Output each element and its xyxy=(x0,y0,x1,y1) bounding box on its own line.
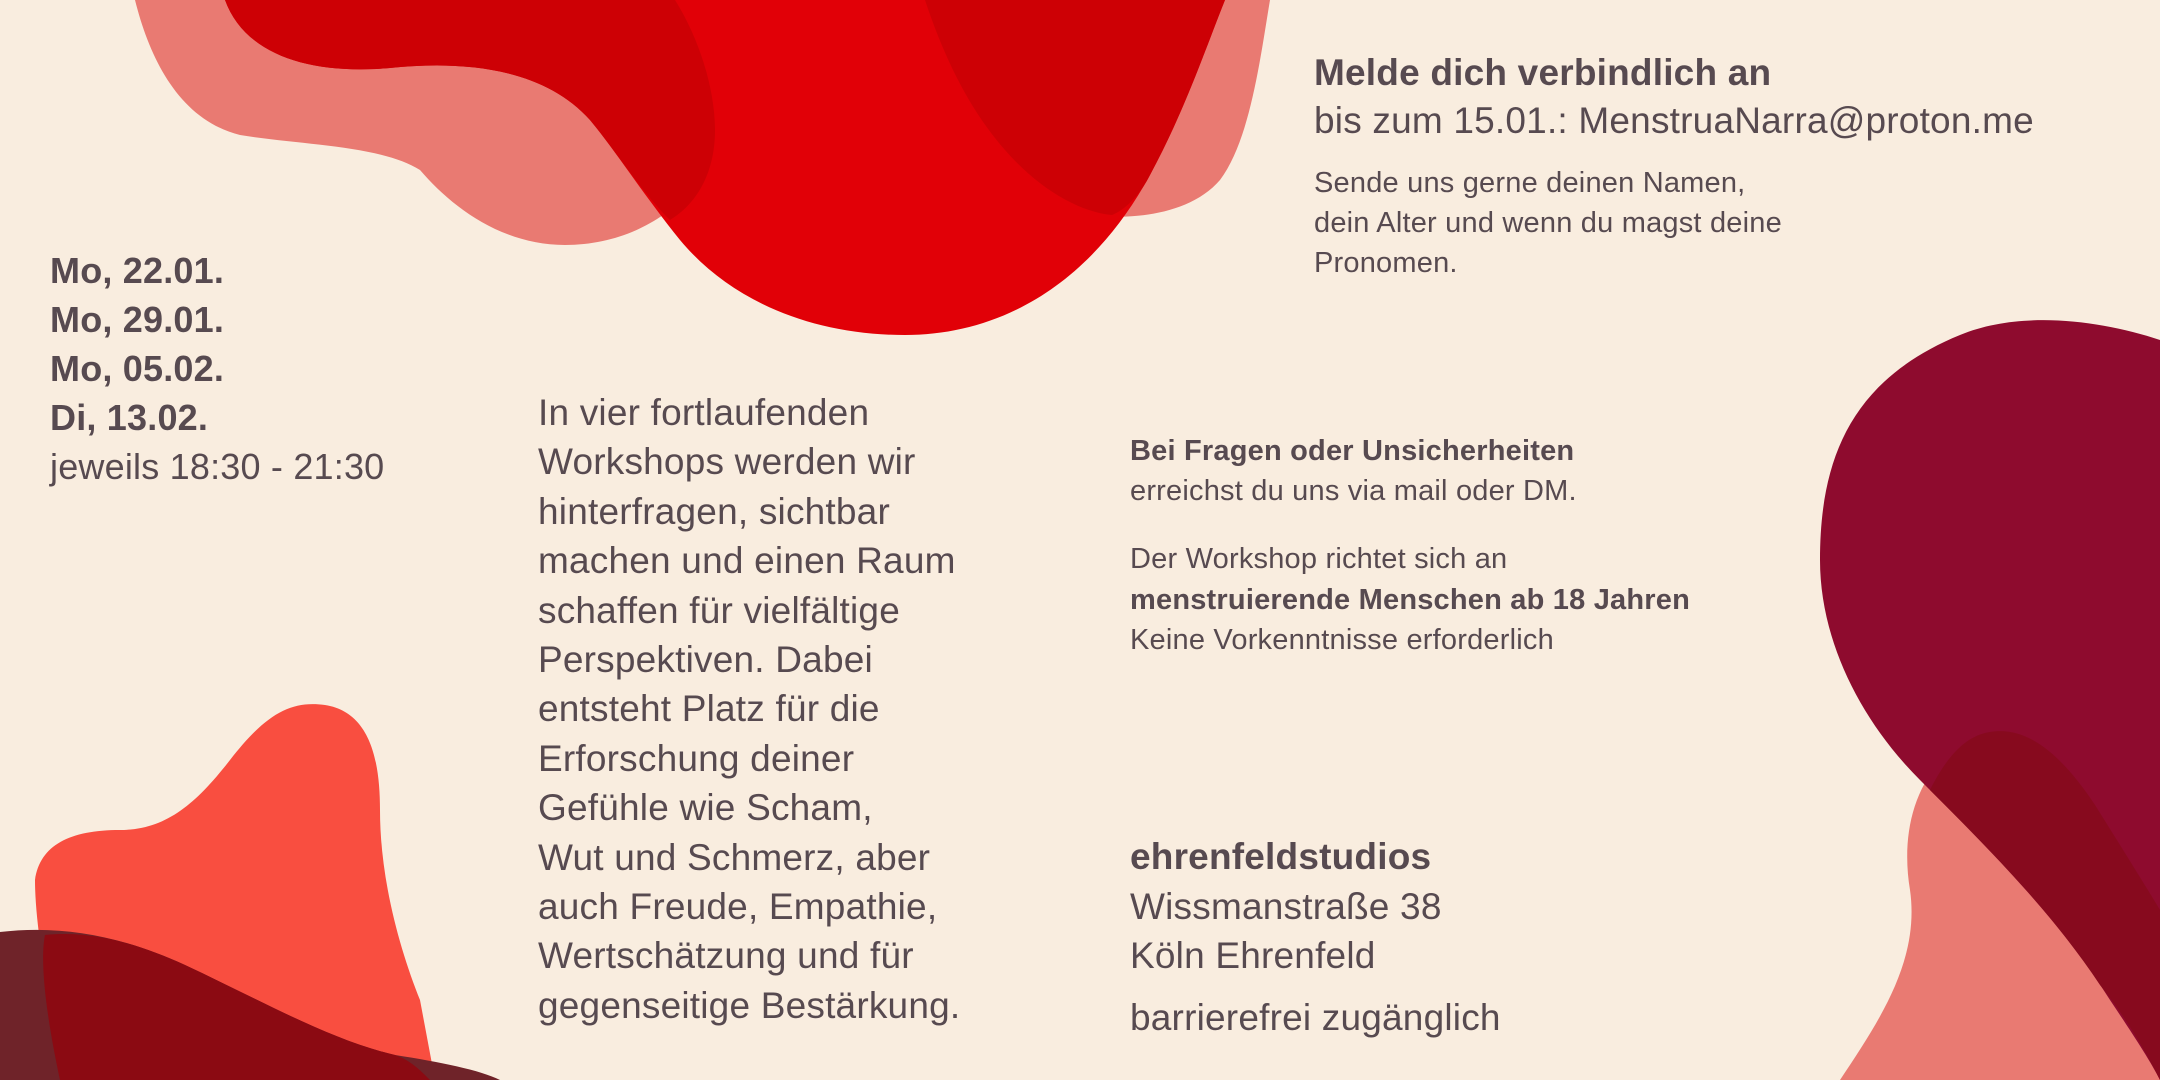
description-line: Wut und Schmerz, aber xyxy=(538,836,931,878)
registration-heading: Melde dich verbindlich an xyxy=(1314,52,1772,93)
description-line: schaffen für vielfältige xyxy=(538,589,900,631)
description-line: Erforschung deiner xyxy=(538,737,855,779)
time-range: jeweils 18:30 - 21:30 xyxy=(50,446,385,487)
questions-text: erreichst du uns via mail oder DM. xyxy=(1130,475,1577,507)
description-line: Perspektiven. Dabei xyxy=(538,639,873,681)
registration-deadline-email[interactable]: bis zum 15.01.: MenstruaNarra@proton.me xyxy=(1314,100,2034,141)
description-line: Gefühle wie Scham, xyxy=(538,787,873,829)
registration-note xyxy=(1314,163,1782,283)
accessibility-note: barrierefrei zugänglich xyxy=(1130,997,1501,1038)
description-line: machen und einen Raum xyxy=(538,540,956,582)
audience-intro: Der Workshop richtet sich an xyxy=(1130,543,1508,575)
date-item: Di, 13.02. xyxy=(50,397,209,438)
venue-block xyxy=(1130,832,1442,981)
date-item: Mo, 29.01. xyxy=(50,299,225,340)
venue-street: Wissmanstraße 38 xyxy=(1130,885,1442,927)
date-item: Mo, 22.01. xyxy=(50,250,225,291)
venue-city: Köln Ehrenfeld xyxy=(1130,935,1376,976)
venue-name: ehrenfeldstudios xyxy=(1130,836,1432,877)
audience-target: menstruierende Menschen ab 18 Jahren xyxy=(1130,583,1691,616)
registration-note-line: Sende uns gerne deinen Namen, xyxy=(1314,167,1746,199)
workshop-dates xyxy=(50,246,384,491)
description-line: entsteht Platz für die xyxy=(538,688,880,730)
audience-block xyxy=(1130,539,1690,661)
description-line: auch Freude, Empathie, xyxy=(538,886,938,928)
registration-note-line: Pronomen. xyxy=(1314,247,1458,279)
questions-block xyxy=(1130,431,1577,511)
workshop-description xyxy=(538,388,960,1030)
description-line: gegenseitige Bestärkung. xyxy=(538,984,961,1026)
questions-heading: Bei Fragen oder Unsicherheiten xyxy=(1130,435,1575,467)
audience-note: Keine Vorkenntnisse erforderlich xyxy=(1130,624,1554,656)
description-line: Workshops werden wir xyxy=(538,441,916,483)
description-line: Wertschätzung und für xyxy=(538,935,914,977)
date-item: Mo, 05.02. xyxy=(50,348,225,389)
description-line: In vier fortlaufenden xyxy=(538,392,870,433)
registration-note-line: dein Alter und wenn du magst deine xyxy=(1314,207,1782,239)
description-line: hinterfragen, sichtbar xyxy=(538,490,890,532)
